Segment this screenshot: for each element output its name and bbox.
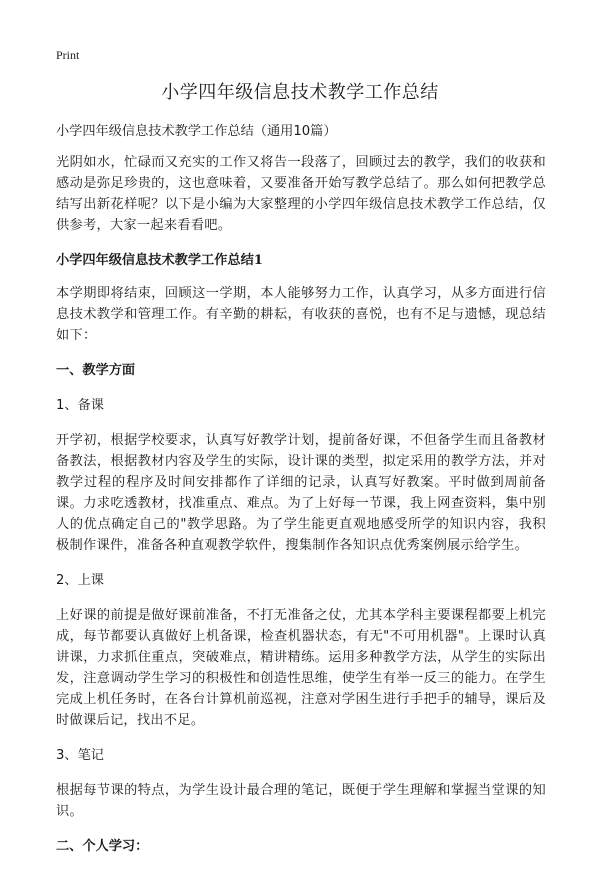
section-heading-personal-study: 二、个人学习： [56,839,149,854]
subheading-class: 2、上课 [56,573,104,588]
document-title: 小学四年级信息技术教学工作总结 [161,82,439,103]
subheading-notes: 3、笔记 [56,748,104,763]
class-paragraph: 上好课的前提是做好课前准备，不打无准备之仗，尤其本学科主要课程都要上机完成，每节都要认真做好上机备课，检查机器状态，有无"不可用机器"。上课时认真讲课，力求抓住重点，突破难点，精讲精练。运用多种教学方法，从学生的实际出发，注意调动学生学习的积极性和创造性思维，使学生有举一反三的能力。在学生完成上机任务时，在各台计算机前巡视，注意对学困生进行手把手的辅导，课后及时做课后记，找出不足。 [56,608,546,728]
subheading-lesson-prep: 1、备课 [56,398,104,413]
document-body [56,121,546,871]
section-heading-teaching: 一、教学方面 [56,363,136,378]
article-heading: 小学四年级信息技术教学工作总结1 [56,253,263,268]
print-link[interactable]: Print [56,48,80,62]
intro-paragraph: 光阴如水，忙碌而又充实的工作又将告一段落了，回顾过去的教学，我们的收获和感动是弥足珍贵的，这也意味着，又要准备开始写教学总结了。那么如何把教学总结写出新花样呢？以下是小编为大家整理的小学四年级信息技术教学工作总结，仅供参考，大家一起来看看吧。 [56,155,546,233]
notes-paragraph: 根据每节课的特点，为学生设计最合理的笔记，既便于学生理解和掌握当堂课的知识。 [56,783,546,819]
document-subtitle: 小学四年级信息技术教学工作总结（通用10篇） [56,124,337,139]
lesson-prep-paragraph: 开学初，根据学校要求，认真写好教学计划，提前备好课，不但备学生而且备教材备教法，根据教材内容及学生的实际，设计课的类型，拟定采用的教学方法，并对教学过程的程序及时间安排都作了详细的记录，认真写好教案。平时做到周前备课。力求吃透教材，找准重点、难点。为了上好每一节课，我上网查资料，集中别人的优点确定自己的"教学思路。为了学生能更直观地感受所学的知识内容，我积极制作课件，准备各种直观教学软件，搜集制作各知识点优秀案例展示给学生。 [56,433,546,553]
article-intro-paragraph: 本学期即将结束，回顾这一学期，本人能够努力工作，认真学习，从多方面进行信息技术教学和管理工作。有辛勤的耕耘，有收获的喜悦，也有不足与遗憾，现总结如下： [56,286,546,343]
